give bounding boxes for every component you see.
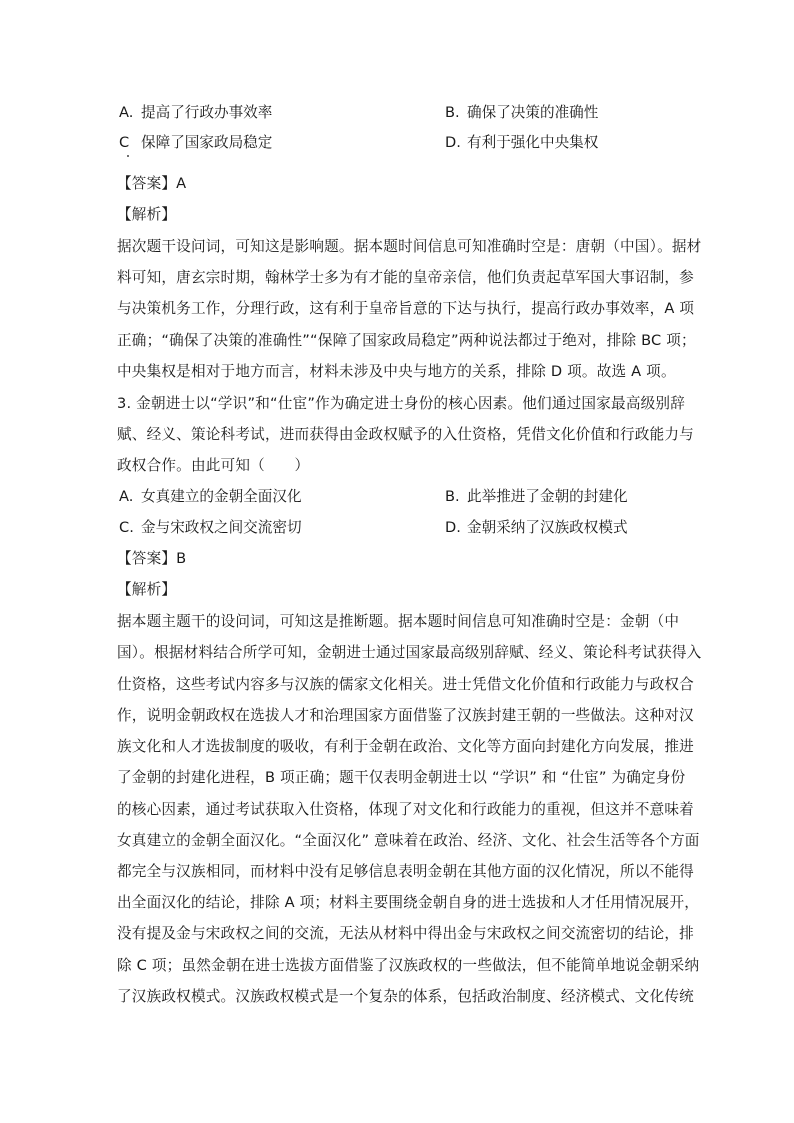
option-text: 此举推进了金朝的封建化 xyxy=(467,488,628,505)
option-letter: D. xyxy=(445,134,461,151)
option-text: 保障了国家政局稳定 xyxy=(141,134,273,151)
q2-option-a xyxy=(119,103,272,123)
option-letter: B. xyxy=(445,104,460,121)
q3-option-d xyxy=(445,518,628,538)
option-text: 女真建立的金朝全面汉化 xyxy=(141,488,302,505)
option-letter: A. xyxy=(119,488,134,505)
q2-analysis-line: 中央集权是相对于地方而言，材料未涉及中央与地方的关系，排除 D 项。故选 A 项。 xyxy=(117,363,676,380)
q3-analysis-line: 没有提及金与宋政权之间的交流，无法从材料中得出金与宋政权之间交流密切的结论，排 xyxy=(117,925,694,942)
option-text: 金朝采纳了汉族政权模式 xyxy=(467,519,628,536)
option-letter: C. xyxy=(119,519,134,536)
q2-analysis-line: 与决策机务工作，分理行政，这有利于皇帝旨意的下达与执行，提高行政办事效率，A 项 xyxy=(117,300,695,317)
option-text: 有利于强化中央集权 xyxy=(467,134,599,151)
q3-analysis-line: 了金朝的封建化进程，B 项正确；题干仅表明金朝进士以 “学识” 和 “仕宦” 为确定身份 xyxy=(117,769,686,786)
q3-option-a xyxy=(119,487,302,507)
q3-analysis-line: 族文化和人才选拔制度的吸收，有利于金朝在政治、文化等方面向封建化方向发展，推进 xyxy=(117,738,694,755)
q2-analysis-label: 【解析】 xyxy=(117,206,177,223)
option-letter: B. xyxy=(445,488,460,505)
stray-mark xyxy=(127,155,129,157)
q3-analysis-line: 据本题主题干的设问词，可知这是推断题。据本题时间信息可知准确时空是：金朝（中 xyxy=(117,613,680,630)
q3-stem-line: 政权合作。由此可知（ ） xyxy=(117,457,310,474)
option-letter: A. xyxy=(119,104,134,121)
q2-analysis-line: 料可知，唐玄宗时期，翰林学士多为有才能的皇帝亲信，他们负责起草军国大事诏制，参 xyxy=(117,269,694,286)
q3-answer: 【答案】B xyxy=(117,550,187,567)
q2-answer: 【答案】A xyxy=(117,175,187,192)
q3-analysis-line: 仕资格，这些考试内容多与汉族的儒家文化相关。进士凭借文化价值和行政能力与政权合 xyxy=(117,676,694,693)
q3-analysis-line: 都完全与汉族相同，而材料中没有足够信息表明金朝在其他方面的汉化情况，所以不能得 xyxy=(117,863,694,880)
q3-option-c xyxy=(119,518,302,538)
q3-analysis-label: 【解析】 xyxy=(117,581,177,598)
q3-analysis-line: 出全面汉化的结论，排除 A 项；材料主要围绕金朝自身的进士选拔和人才任用情况展开， xyxy=(117,894,700,911)
option-text: 金与宋政权之间交流密切 xyxy=(141,519,302,536)
q2-option-d xyxy=(445,133,598,153)
q3-analysis-line: 除 C 项；虽然金朝在进士选拔方面借鉴了汉族政权的一些做法，但不能简单地说金朝采纳 xyxy=(117,957,700,974)
q2-option-b xyxy=(445,103,598,123)
q3-analysis-line: 女真建立的金朝全面汉化。“全面汉化” 意味着在政治、经济、文化、社会生活等各个方面 xyxy=(117,832,700,849)
q3-analysis-line: 了汉族政权模式。汉族政权模式是一个复杂的体系，包括政治制度、经济模式、文化传统 xyxy=(117,988,694,1005)
q3-stem-line: 赋、经义、策论科考试，进而获得由金政权赋予的入仕资格，凭借文化价值和行政能力与 xyxy=(117,426,694,443)
q2-analysis-line: 正确；“确保了决策的准确性”“保障了国家政局稳定”两种说法都过于绝对，排除 BC 项； xyxy=(117,332,696,349)
q2-option-c xyxy=(119,133,272,153)
option-text: 确保了决策的准确性 xyxy=(467,104,599,121)
option-letter: D. xyxy=(445,519,461,536)
option-letter: C xyxy=(119,134,130,151)
q3-stem-line: 3. 金朝进士以“学识”和“仕宦”作为确定进士身份的核心因素。他们通过国家最高级别辞 xyxy=(117,395,685,412)
q3-analysis-line: 的核心因素，通过考试获取入仕资格，体现了对文化和行政能力的重视，但这并不意味着 xyxy=(117,801,694,818)
q3-analysis-line: 国）。根据材料结合所学可知，金朝进士通过国家最高级别辞赋、经义、策论科考试获得入 xyxy=(117,644,702,661)
q2-analysis-line: 据次题干设问词，可知这是影响题。据本题时间信息可知准确时空是：唐朝（中国）。据材 xyxy=(117,238,702,255)
q3-analysis-line: 作，说明金朝政权在选拔人才和治理国家方面借鉴了汉族封建王朝的一些做法。这种对汉 xyxy=(117,707,694,724)
q3-option-b xyxy=(445,487,628,507)
option-text: 提高了行政办事效率 xyxy=(141,104,273,121)
